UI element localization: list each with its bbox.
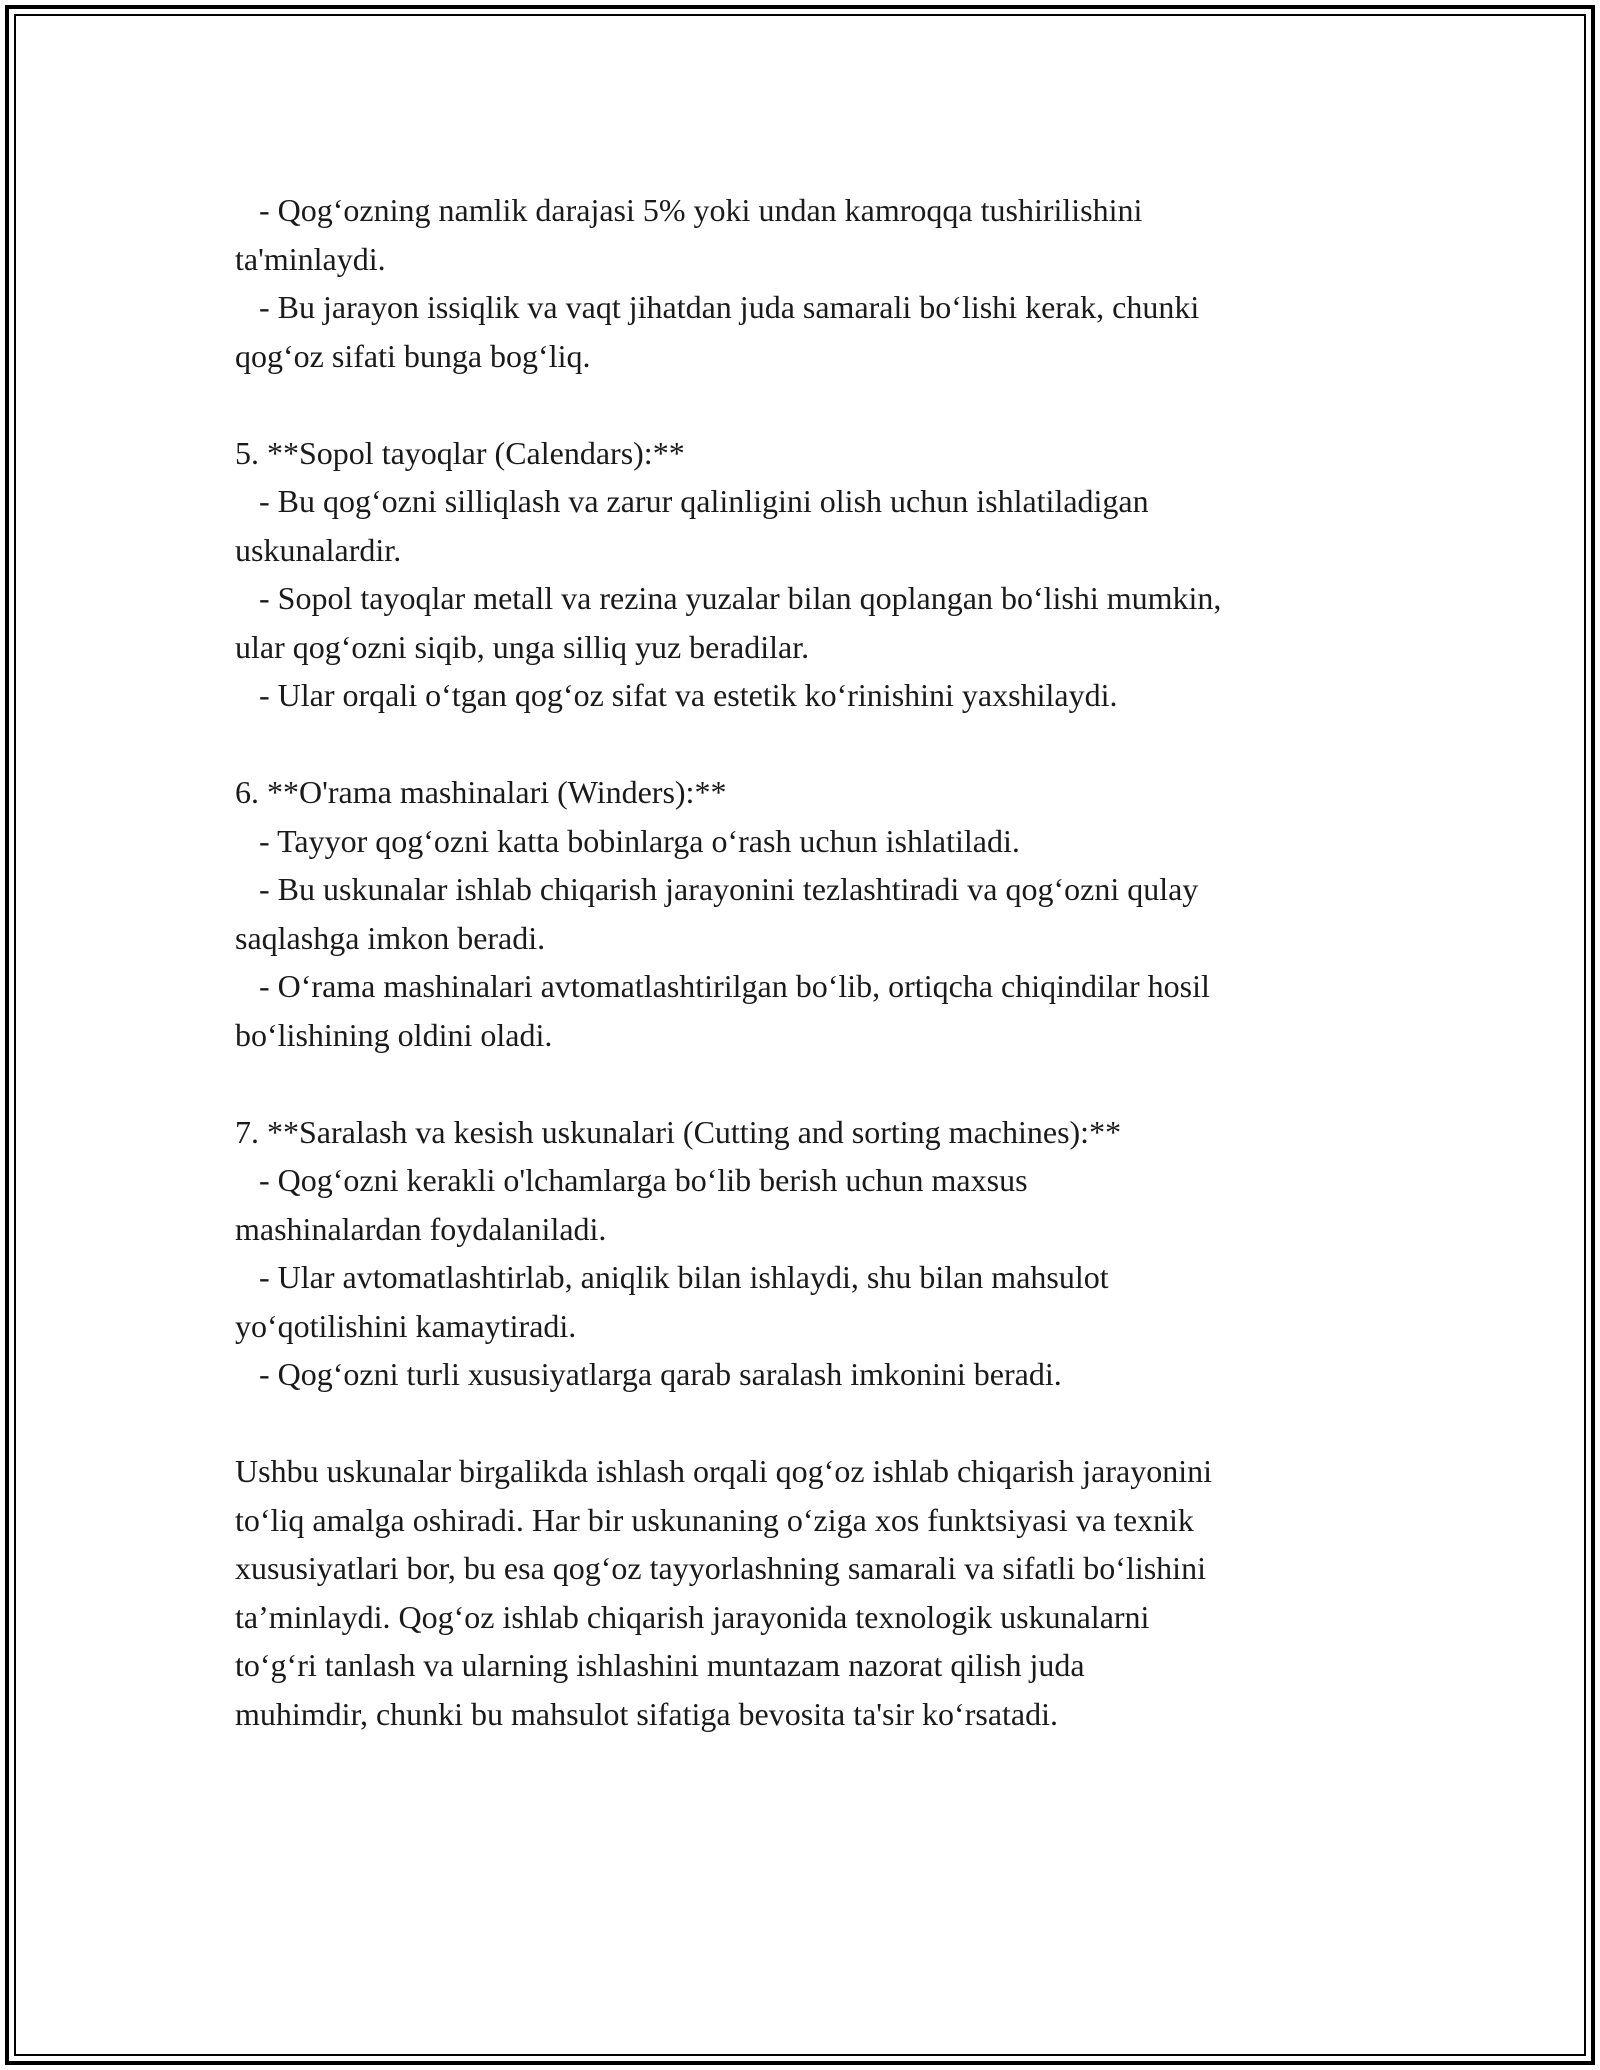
text-line: - Qog‘ozni kerakli o'lchamlarga bo‘lib berish uchun maxsus bbox=[235, 1162, 1028, 1198]
text-line: - Bu qog‘ozni silliqlash va zarur qalinligini olish uchun ishlatiladigan bbox=[235, 483, 1149, 519]
text-line: bo‘lishining oldini oladi. bbox=[235, 1016, 553, 1053]
blank-line bbox=[235, 720, 1375, 769]
blank-line bbox=[235, 1059, 1375, 1108]
conclusion-line: muhimdir, chunki bu mahsulot sifatiga bevosita ta'sir ko‘rsatadi. bbox=[235, 1695, 1058, 1732]
text-line: - Ular orqali o‘tgan qog‘oz sifat va estetik ko‘rinishini yaxshilaydi. bbox=[235, 677, 1118, 713]
text-line: uskunalardir. bbox=[235, 531, 402, 568]
text-line: - Qog‘ozning namlik darajasi 5% yoki undan kamroqqa tushirilishini bbox=[235, 192, 1143, 228]
conclusion-line: to‘g‘ri tanlash va ularning ishlashini muntazam nazorat qilish juda bbox=[235, 1647, 1085, 1683]
blank-line bbox=[235, 380, 1375, 429]
text-line: - Bu jarayon issiqlik va vaqt jihatdan juda samarali bo‘lishi kerak, chunki bbox=[235, 289, 1200, 325]
section-heading-5: 5. **Sopol tayoqlar (Calendars):** bbox=[235, 434, 685, 471]
text-line: - Tayyor qog‘ozni katta bobinlarga o‘rash uchun ishlatiladi. bbox=[235, 822, 1020, 859]
conclusion-line: Ushbu uskunalar birgalikda ishlash orqali qog‘oz ishlab chiqarish jarayonini bbox=[235, 1453, 1212, 1489]
text-line: saqlashga imkon beradi. bbox=[235, 919, 546, 956]
text-line: qog‘oz sifati bunga bog‘liq. bbox=[235, 337, 591, 374]
conclusion-line: xususiyatlari bor, bu esa qog‘oz tayyorlashning samarali va sifatli bo‘lishini bbox=[235, 1550, 1206, 1586]
text-line: - Bu uskunalar ishlab chiqarish jarayonini tezlashtiradi va qog‘ozni qulay bbox=[235, 871, 1199, 907]
text-line: - Qog‘ozni turli xususiyatlarga qarab saralash imkonini beradi. bbox=[235, 1356, 1062, 1392]
text-line: yo‘qotilishini kamaytiradi. bbox=[235, 1307, 577, 1344]
text-line: ular qog‘ozni siqib, unga silliq yuz beradilar. bbox=[235, 628, 810, 665]
conclusion-line: to‘liq amalga oshiradi. Har bir uskunaning o‘ziga xos funktsiyasi va texnik bbox=[235, 1501, 1194, 1538]
text-line: - Sopol tayoqlar metall va rezina yuzalar bilan qoplangan bo‘lishi mumkin, bbox=[235, 580, 1222, 616]
conclusion-line: ta’minlaydi. Qog‘oz ishlab chiqarish jarayonida texnologik uskunalarni bbox=[235, 1598, 1150, 1635]
text-line: ta'minlaydi. bbox=[235, 240, 386, 277]
document-body bbox=[235, 186, 1375, 1738]
blank-line bbox=[235, 1399, 1375, 1448]
section-heading-6: 6. **O'rama mashinalari (Winders):** bbox=[235, 774, 727, 810]
section-heading-7: 7. **Saralash va kesish uskunalari (Cutting and sorting machines):** bbox=[235, 1113, 1122, 1150]
text-line: mashinalardan foydalaniladi. bbox=[235, 1210, 607, 1247]
text-line: - O‘rama mashinalari avtomatlashtirilgan bo‘lib, ortiqcha chiqindilar hosil bbox=[235, 968, 1210, 1004]
text-line: - Ular avtomatlashtirlab, aniqlik bilan ishlaydi, shu bilan mahsulot bbox=[235, 1259, 1109, 1295]
